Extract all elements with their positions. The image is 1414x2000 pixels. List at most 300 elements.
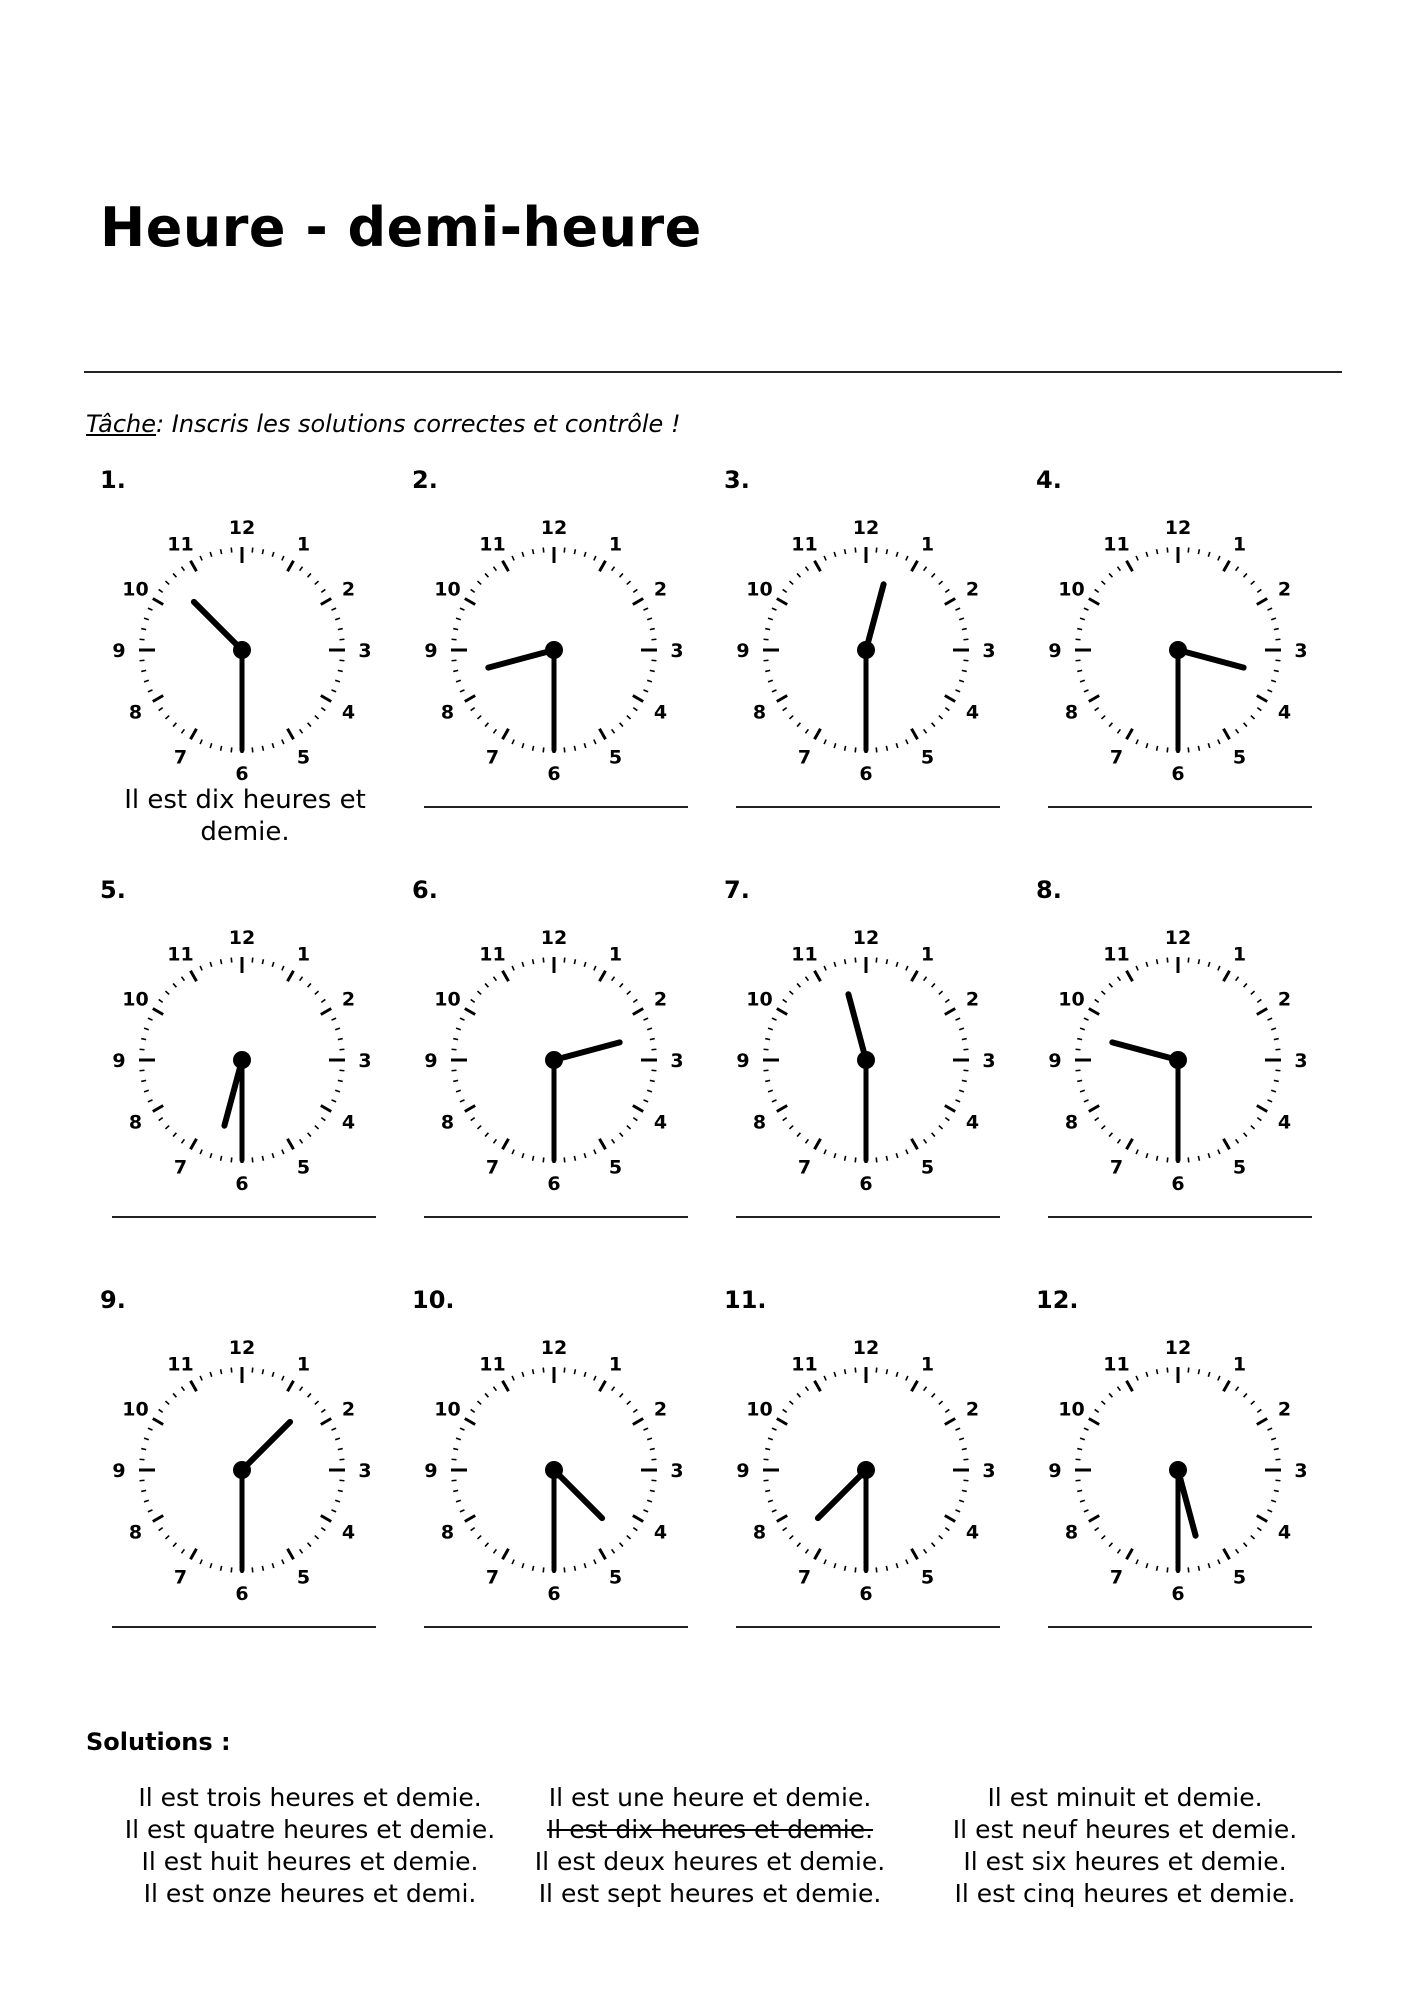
solution-line: Il est une heure et demie. — [548, 1783, 872, 1812]
hour-tick — [1127, 1549, 1133, 1559]
hour-hand — [488, 650, 554, 668]
minute-tick — [456, 618, 461, 620]
minute-tick — [1274, 1039, 1279, 1040]
minute-tick — [962, 670, 967, 671]
minute-tick — [453, 670, 458, 671]
minute-tick — [1208, 552, 1210, 557]
minute-tick — [1117, 567, 1120, 571]
dial-number: 4 — [653, 1521, 668, 1544]
minute-tick — [1251, 1126, 1255, 1129]
minute-tick — [594, 966, 596, 971]
minute-tick — [272, 743, 274, 748]
minute-tick — [1198, 959, 1199, 964]
hour-tick — [288, 1381, 294, 1391]
minute-tick — [493, 729, 496, 733]
minute-tick — [460, 1100, 465, 1102]
minute-tick — [1109, 1543, 1112, 1547]
minute-tick — [181, 977, 184, 981]
minute-tick — [651, 639, 656, 640]
minute-tick — [338, 1080, 343, 1081]
minute-tick — [262, 1566, 263, 1571]
minute-tick — [1157, 1566, 1158, 1571]
minute-tick — [620, 1133, 623, 1137]
minute-tick — [574, 1156, 575, 1161]
minute-tick — [332, 1428, 337, 1430]
answer-line[interactable] — [1048, 806, 1312, 808]
minute-tick — [252, 958, 253, 963]
minute-tick — [886, 746, 887, 751]
dial-number: 5 — [296, 746, 311, 769]
minute-tick — [932, 573, 935, 577]
minute-tick — [140, 1049, 145, 1050]
clock-face — [1036, 496, 1316, 796]
hour-tick — [153, 1419, 163, 1425]
minute-tick — [772, 690, 777, 692]
hour-tick — [288, 561, 294, 571]
minute-tick — [200, 1150, 202, 1155]
minute-tick — [282, 966, 284, 971]
minute-tick — [1084, 1018, 1089, 1020]
answer-line[interactable] — [424, 806, 688, 808]
minute-tick — [584, 1563, 586, 1568]
dial-number: 11 — [479, 1353, 506, 1376]
minute-tick — [460, 608, 465, 610]
minute-tick — [512, 1560, 514, 1565]
minute-tick — [834, 1563, 836, 1568]
dial-number: 3 — [358, 1050, 372, 1072]
minute-tick — [200, 740, 202, 745]
dial-number: 3 — [670, 640, 684, 662]
minute-tick — [765, 670, 770, 671]
minute-tick — [308, 983, 311, 987]
minute-tick — [272, 962, 274, 967]
minute-tick — [1236, 729, 1239, 733]
solutions-title: Solutions : — [86, 1728, 231, 1756]
dial-number: 1 — [920, 533, 935, 556]
dial-number: 2 — [341, 988, 356, 1011]
minute-tick — [315, 581, 319, 584]
minute-tick — [1251, 581, 1255, 584]
solution-line: Il est deux heures et demie. — [534, 1847, 886, 1876]
center-pin — [545, 1051, 563, 1069]
hour-tick — [1257, 1516, 1267, 1522]
minute-tick — [1271, 680, 1276, 682]
minute-tick — [335, 1438, 340, 1440]
minute-tick — [594, 1150, 596, 1155]
minute-tick — [1208, 962, 1210, 967]
exercise-number: 7. — [724, 876, 750, 904]
minute-tick — [477, 581, 481, 584]
minute-tick — [627, 716, 631, 719]
hour-tick — [600, 561, 606, 571]
minute-tick — [543, 1157, 544, 1162]
minute-tick — [620, 573, 623, 577]
dial-number: 7 — [797, 746, 812, 769]
hour-tick — [503, 1381, 509, 1391]
answer-text: Il est dix heures et demie. — [124, 785, 366, 847]
minute-tick — [1236, 977, 1239, 981]
exercise-number: 6. — [412, 876, 438, 904]
minute-tick — [959, 1500, 964, 1502]
minute-tick — [564, 1368, 565, 1373]
minute-tick — [805, 1387, 808, 1391]
minute-tick — [647, 1028, 652, 1030]
minute-tick — [159, 999, 163, 1002]
minute-tick — [956, 608, 961, 610]
minute-tick — [963, 1049, 968, 1050]
clock-exercise — [100, 1286, 400, 1696]
minute-tick — [1275, 660, 1280, 661]
minute-tick — [140, 1459, 145, 1460]
hour-tick — [191, 1381, 197, 1391]
dial-number: 8 — [128, 1521, 143, 1544]
minute-tick — [173, 1393, 176, 1397]
minute-tick — [855, 1368, 856, 1373]
minute-tick — [651, 1480, 656, 1481]
minute-tick — [627, 1401, 631, 1404]
minute-tick — [906, 740, 908, 745]
hour-tick — [945, 1516, 955, 1522]
minute-tick — [1101, 1536, 1105, 1539]
dial-number: 6 — [859, 1173, 873, 1195]
minute-tick — [932, 1133, 935, 1137]
minute-tick — [855, 1157, 856, 1162]
minute-tick — [1274, 1080, 1279, 1081]
dial-number: 11 — [167, 943, 194, 966]
answer-line[interactable] — [112, 1216, 376, 1218]
minute-tick — [1101, 1401, 1105, 1404]
hour-hand — [554, 1470, 602, 1518]
minute-tick — [148, 1018, 153, 1020]
minute-tick — [1236, 1387, 1239, 1391]
minute-tick — [456, 1028, 461, 1030]
minute-tick — [1257, 589, 1261, 592]
dial-number: 9 — [736, 1050, 750, 1072]
minute-tick — [1198, 746, 1199, 751]
minute-tick — [1257, 1528, 1261, 1531]
minute-tick — [1077, 670, 1082, 671]
minute-tick — [252, 747, 253, 752]
dial-number: 12 — [540, 1337, 568, 1359]
center-pin — [1169, 1051, 1187, 1069]
hour-tick — [633, 599, 643, 605]
hour-tick — [1224, 1549, 1230, 1559]
minute-tick — [1146, 552, 1148, 557]
solutions-column-1 — [110, 1782, 510, 1910]
hour-tick — [1089, 599, 1099, 605]
hour-tick — [777, 599, 787, 605]
minute-tick — [764, 660, 769, 661]
dial-number: 12 — [1164, 517, 1192, 539]
minute-tick — [896, 1563, 898, 1568]
minute-tick — [1244, 983, 1247, 987]
minute-tick — [477, 1401, 481, 1404]
clock-face — [100, 906, 380, 1206]
minute-tick — [471, 1409, 475, 1412]
minute-tick — [783, 589, 787, 592]
minute-tick — [783, 708, 787, 711]
minute-tick — [633, 999, 637, 1002]
minute-tick — [963, 1459, 968, 1460]
clock-exercise — [724, 876, 1024, 1286]
minute-tick — [522, 1153, 524, 1158]
minute-tick — [332, 1018, 337, 1020]
minute-tick — [493, 977, 496, 981]
minute-tick — [1274, 629, 1279, 630]
hour-tick — [945, 696, 955, 702]
exercise-number: 3. — [724, 466, 750, 494]
dial-number: 8 — [440, 1111, 455, 1134]
minute-tick — [1080, 1438, 1085, 1440]
dial-number: 10 — [122, 1398, 149, 1421]
minute-tick — [845, 1156, 846, 1161]
hour-tick — [600, 1381, 606, 1391]
minute-tick — [533, 1566, 534, 1571]
hour-tick — [191, 1139, 197, 1149]
hour-tick — [321, 696, 331, 702]
minute-tick — [231, 548, 232, 553]
minute-tick — [231, 1368, 232, 1373]
answer-line[interactable] — [424, 1626, 688, 1628]
minute-tick — [765, 1449, 770, 1450]
minute-tick — [338, 1449, 343, 1450]
dial-number: 6 — [1171, 1173, 1185, 1195]
dial-number: 12 — [852, 517, 880, 539]
dial-number: 4 — [1277, 1521, 1292, 1544]
minute-tick — [272, 552, 274, 557]
minute-tick — [1080, 680, 1085, 682]
minute-tick — [231, 958, 232, 963]
minute-tick — [959, 618, 964, 620]
answer-line[interactable] — [736, 1216, 1000, 1218]
hour-tick — [1127, 729, 1133, 739]
minute-tick — [221, 549, 222, 554]
minute-tick — [620, 723, 623, 727]
dial-number: 5 — [296, 1156, 311, 1179]
dial-number: 8 — [440, 1521, 455, 1544]
minute-tick — [485, 723, 488, 727]
minute-tick — [1076, 1480, 1081, 1481]
center-pin — [233, 1461, 251, 1479]
minute-tick — [308, 1543, 311, 1547]
minute-tick — [956, 1428, 961, 1430]
minute-tick — [644, 1018, 649, 1020]
minute-tick — [620, 983, 623, 987]
dial-number: 11 — [167, 1353, 194, 1376]
dial-number: 4 — [965, 1521, 980, 1544]
minute-tick — [1236, 567, 1239, 571]
answer-line[interactable] — [112, 1626, 376, 1628]
minute-tick — [797, 723, 800, 727]
minute-tick — [315, 1536, 319, 1539]
minute-tick — [252, 1157, 253, 1162]
center-pin — [233, 1051, 251, 1069]
dial-number: 11 — [791, 1353, 818, 1376]
minute-tick — [1095, 708, 1099, 711]
minute-tick — [221, 1369, 222, 1374]
minute-tick — [141, 1449, 146, 1450]
hour-hand — [866, 584, 884, 650]
minute-tick — [1077, 1490, 1082, 1491]
hour-tick — [153, 1009, 163, 1015]
hour-tick — [777, 1419, 787, 1425]
minute-tick — [1218, 966, 1220, 971]
minute-tick — [1080, 1500, 1085, 1502]
minute-tick — [789, 581, 793, 584]
minute-tick — [181, 567, 184, 571]
minute-tick — [906, 1376, 908, 1381]
answer-line[interactable] — [736, 806, 1000, 808]
dial-number: 11 — [479, 533, 506, 556]
minute-tick — [453, 629, 458, 630]
minute-tick — [338, 629, 343, 630]
minute-tick — [339, 1070, 344, 1071]
dial-number: 9 — [736, 640, 750, 662]
hour-tick — [153, 1106, 163, 1112]
dial-number: 8 — [752, 1111, 767, 1134]
minute-tick — [1218, 556, 1220, 561]
minute-tick — [335, 1090, 340, 1092]
minute-tick — [452, 1459, 457, 1460]
minute-tick — [452, 1480, 457, 1481]
minute-tick — [1271, 1438, 1276, 1440]
minute-tick — [1167, 747, 1168, 752]
minute-tick — [159, 1118, 163, 1121]
dial-number: 3 — [982, 1050, 996, 1072]
minute-tick — [1084, 608, 1089, 610]
minute-tick — [272, 1563, 274, 1568]
clock-exercise — [1036, 1286, 1336, 1696]
hour-tick — [465, 599, 475, 605]
answer-line[interactable] — [1048, 1626, 1312, 1628]
minute-tick — [221, 959, 222, 964]
minute-tick — [1188, 1368, 1189, 1373]
minute-tick — [1188, 1157, 1189, 1162]
minute-tick — [945, 999, 949, 1002]
hour-tick — [1224, 1381, 1230, 1391]
dial-number: 9 — [112, 1460, 126, 1482]
hour-tick — [777, 696, 787, 702]
minute-tick — [574, 746, 575, 751]
minute-tick — [876, 747, 877, 752]
minute-tick — [1109, 573, 1112, 577]
dial-number: 4 — [653, 701, 668, 724]
hour-tick — [1127, 561, 1133, 571]
hour-hand — [1178, 1470, 1196, 1536]
minute-tick — [338, 1490, 343, 1491]
hour-tick — [1089, 1516, 1099, 1522]
dial-number: 5 — [920, 1566, 935, 1589]
hour-tick — [945, 1419, 955, 1425]
minute-tick — [1146, 1563, 1148, 1568]
minute-tick — [471, 999, 475, 1002]
dial-number: 8 — [752, 701, 767, 724]
answer-line[interactable] — [424, 1216, 688, 1218]
minute-tick — [1244, 723, 1247, 727]
hour-hand — [818, 1470, 866, 1518]
hour-hand — [554, 1042, 620, 1060]
minute-tick — [932, 723, 935, 727]
minute-tick — [647, 1500, 652, 1502]
solution-line: Il est six heures et demie. — [963, 1847, 1287, 1876]
dial-number: 6 — [859, 1583, 873, 1605]
dial-number: 5 — [608, 1156, 623, 1179]
dial-number: 6 — [1171, 763, 1185, 785]
dial-number: 2 — [653, 988, 668, 1011]
minute-tick — [1275, 1459, 1280, 1460]
minute-tick — [633, 1528, 637, 1531]
minute-tick — [1268, 608, 1273, 610]
dial-number: 5 — [1232, 1566, 1247, 1589]
dial-number: 8 — [1064, 1111, 1079, 1134]
minute-tick — [772, 1018, 777, 1020]
hour-tick — [503, 1549, 509, 1559]
minute-tick — [485, 983, 488, 987]
hour-tick — [1089, 1419, 1099, 1425]
minute-tick — [315, 1126, 319, 1129]
dial-number: 1 — [296, 943, 311, 966]
minute-tick — [282, 1560, 284, 1565]
minute-tick — [1117, 729, 1120, 733]
hour-tick — [600, 729, 606, 739]
minute-tick — [272, 1372, 274, 1377]
minute-tick — [886, 1369, 887, 1374]
minute-tick — [764, 1049, 769, 1050]
minute-tick — [924, 1387, 927, 1391]
minute-tick — [335, 1500, 340, 1502]
minute-tick — [308, 723, 311, 727]
minute-tick — [321, 589, 325, 592]
minute-tick — [141, 1490, 146, 1491]
answer-line[interactable] — [736, 1626, 1000, 1628]
minute-tick — [564, 548, 565, 553]
minute-tick — [564, 1157, 565, 1162]
hour-tick — [815, 971, 821, 981]
dial-number: 4 — [341, 1111, 356, 1134]
minute-tick — [1077, 1449, 1082, 1450]
dial-number: 12 — [1164, 1337, 1192, 1359]
minute-tick — [262, 746, 263, 751]
minute-tick — [1109, 1393, 1112, 1397]
hour-hand — [224, 1060, 242, 1126]
minute-tick — [321, 1528, 325, 1531]
minute-tick — [452, 1049, 457, 1050]
dial-number: 6 — [547, 1583, 561, 1605]
hour-tick — [191, 1549, 197, 1559]
minute-tick — [453, 1490, 458, 1491]
minute-tick — [627, 1126, 631, 1129]
minute-tick — [272, 1153, 274, 1158]
minute-tick — [824, 556, 826, 561]
minute-tick — [1117, 1387, 1120, 1391]
minute-tick — [485, 573, 488, 577]
page-title: Heure - demi-heure — [100, 196, 702, 259]
minute-tick — [1268, 1018, 1273, 1020]
dial-number: 3 — [1294, 1050, 1308, 1072]
minute-tick — [200, 1376, 202, 1381]
minute-tick — [231, 1567, 232, 1572]
minute-tick — [453, 1080, 458, 1081]
clock-exercise — [724, 1286, 1024, 1696]
minute-tick — [612, 1549, 615, 1553]
minute-tick — [1136, 1150, 1138, 1155]
dial-number: 7 — [1109, 1156, 1124, 1179]
minute-tick — [765, 629, 770, 630]
dial-number: 10 — [434, 578, 461, 601]
minute-tick — [282, 740, 284, 745]
answer-line[interactable] — [1048, 1216, 1312, 1218]
solution-line: Il est onze heures et demi. — [143, 1879, 477, 1908]
